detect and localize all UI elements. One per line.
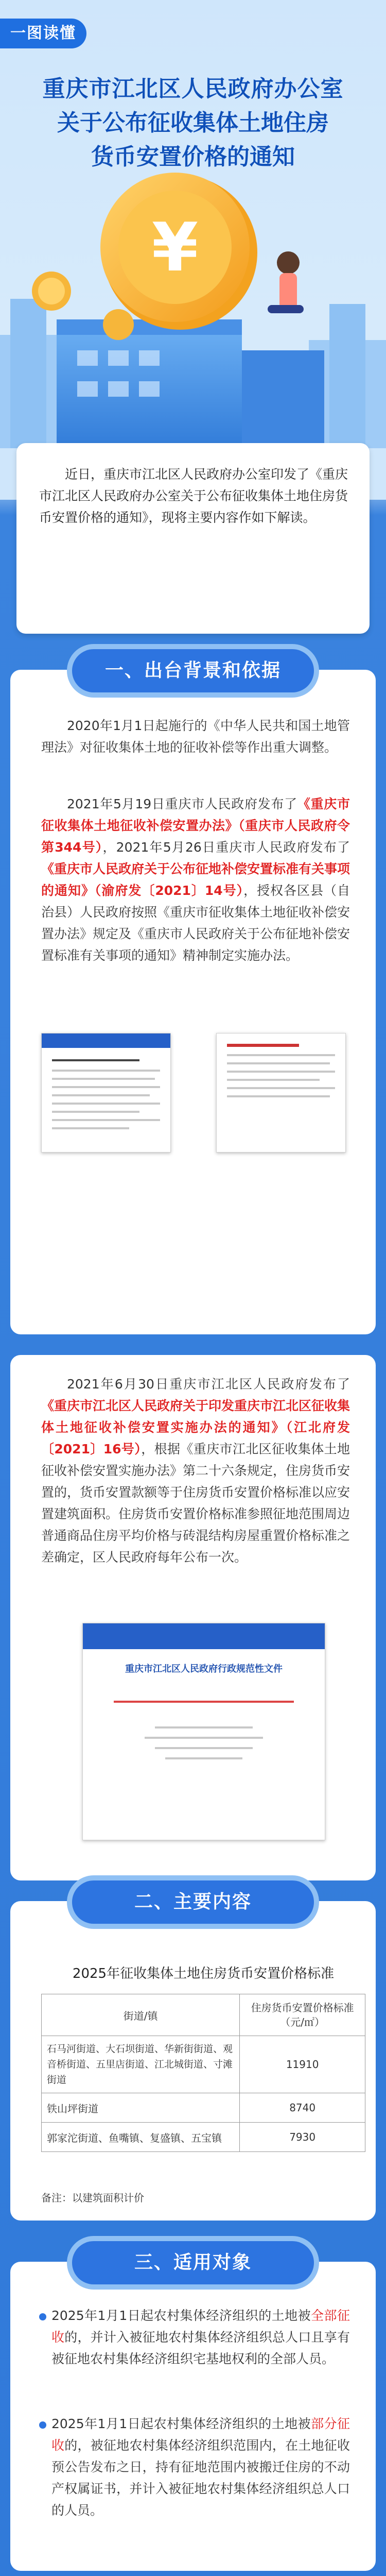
hero-banner xyxy=(0,0,386,520)
title-line-2: 关于公布征收集体土地住房 xyxy=(57,110,329,136)
section-tag: 一图读懂 xyxy=(0,19,86,48)
intro-card xyxy=(16,443,370,634)
document-thumbnail xyxy=(216,1033,346,1153)
s3-item-2: 2025年1月1日起农村集体经济组织的土地被部分征收的，被征地农村集体经济组织范围内，在土地征收预公告发布之日，持有征地范围内被搬迁住房的不动产权属证书，并计入被征地农村集体经济组织总人口的人员。 xyxy=(51,2416,350,2518)
svg-text:¥: ¥ xyxy=(151,208,199,286)
table-row: 铁山坪街道 8740 xyxy=(42,2093,365,2123)
intro-text: 近日，重庆市江北区人民政府办公室印发了《重庆市江北区人民政府办公室关于公布征收集体土地住房货币安置价格的通知》，现将主要内容作如下解读。 xyxy=(39,467,348,525)
table-header-price: 住房货币安置价格标准（元/㎡） xyxy=(240,1994,365,2036)
table-note: 备注：以建筑面积计价 xyxy=(41,2192,144,2204)
table-header-area: 街道/镇 xyxy=(42,1994,240,2036)
section-background xyxy=(10,1355,376,1880)
section-2-heading: 二、主要内容 xyxy=(72,1880,314,1924)
section-background xyxy=(10,1891,376,2221)
document-thumbnail xyxy=(41,1033,171,1153)
s3-item-1: 2025年1月1日起农村集体经济组织的土地被全部征收的，并计入被征地农村集体经济组织总人口且享有被征地农村集体经济组织宅基地权利的全部人员。 xyxy=(51,2308,350,2366)
section-1-heading: 一、出台背景和依据 xyxy=(72,649,314,692)
title-line-1: 重庆市江北区人民政府办公室 xyxy=(42,76,344,102)
document-thumbnail-official xyxy=(82,1623,325,1840)
bullet-icon xyxy=(39,2421,46,2429)
section-background xyxy=(10,660,376,1334)
title-line-3: 货币安置价格的通知 xyxy=(91,144,295,170)
doc-title: 重庆市江北区人民政府行政规范性文件 xyxy=(125,1664,283,1674)
section-background xyxy=(10,2252,376,2571)
s1-paragraph-3: 2021年6月30日重庆市江北区人民政府发布了《重庆市江北区人民政府关于印发重庆市江北区征收集体土地征收补偿安置实施办法的通知》（江北府发〔2021〕16号），根据《重庆市江北区征收集体土地征收补偿安置实施办法》第二十六条规定，住房货币安置的，货币安置款额等于住房货币安置价格标准以应安置建筑面积。住房货币安置价格标准参照征地范围周边普通商品住房平均价格与砖混结构房屋重置价格标准之差确定，区人民政府每年公布一次。 xyxy=(41,1377,350,1565)
section-3-heading: 三、适用对象 xyxy=(72,2241,314,2284)
table-row: 郭家沱街道、鱼嘴镇、复盛镇、五宝镇 7930 xyxy=(42,2123,365,2152)
table-row: 石马河街道、大石坝街道、华新街街道、观音桥街道、五里店街道、江北城街道、寸滩街道 11910 xyxy=(42,2036,365,2093)
table-title: 2025年征收集体土地住房货币安置价格标准 xyxy=(72,1966,335,1981)
bullet-icon xyxy=(39,2313,46,2320)
s1-paragraph-1: 2020年1月1日起施行的《中华人民共和国土地管理法》对征收集体土地的征收补偿等作出重大调整。 xyxy=(41,718,350,755)
s1-paragraph-2: 2021年5月19日重庆市人民政府发布了《重庆市征收集体土地征收补偿安置办法》（重庆市人民政府令第344号），2021年5月26日重庆市人民政府发布了《重庆市人民政府关于公布征地补偿安置标准有关事项的通知》（渝府发〔2021〕14号），授权各区县（自治县）人民政府按照《重庆市征收集体土地征收补偿安置办法》规定及《重庆市人民政府关于公布征地补偿安置标准有关事项的通知》精神制定实施办法。 xyxy=(41,796,350,963)
page-title xyxy=(15,72,371,174)
price-table xyxy=(41,1994,365,2152)
